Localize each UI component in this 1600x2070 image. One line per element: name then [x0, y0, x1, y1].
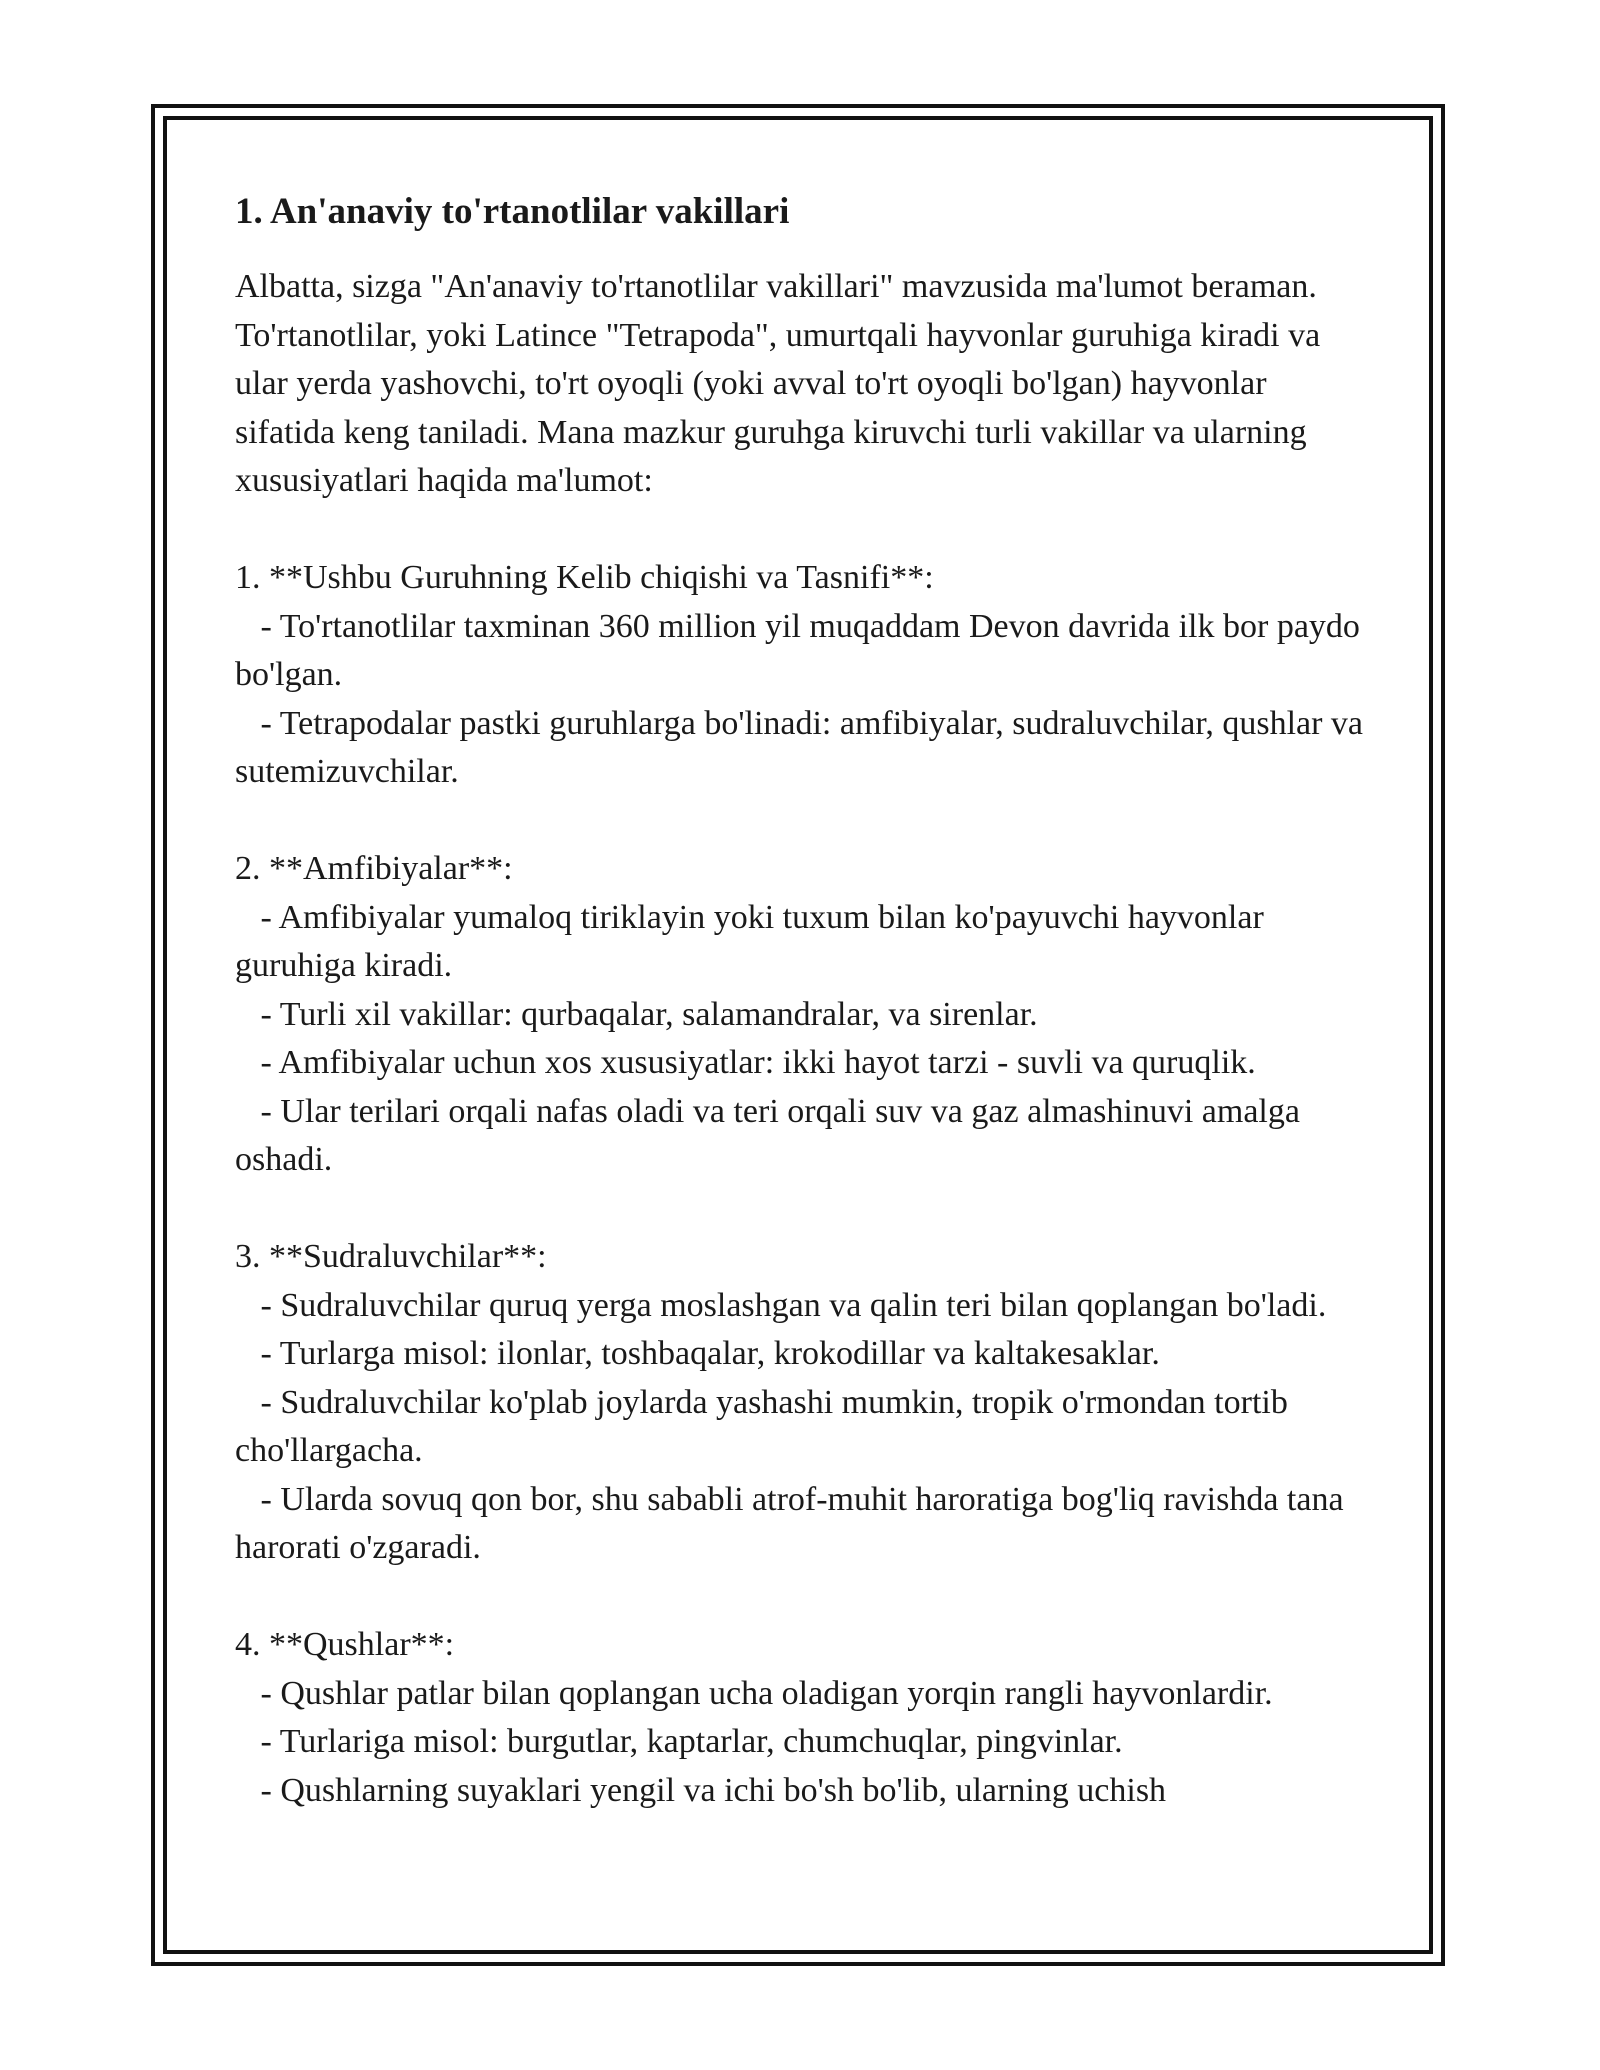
section-heading: 3. **Sudraluvchilar**: [235, 1238, 547, 1275]
list-item: - Sudraluvchilar ko'plab joylarda yashashi mumkin, tropik o'rmondan tortib cho'llargacha. [235, 1383, 1297, 1469]
list-item: - Turlariga misol: burgutlar, kaptarlar, chumchuqlar, pingvinlar. [260, 1723, 1123, 1760]
section-amphibians [235, 845, 1375, 1185]
section-heading: 2. **Amfibiyalar**: [235, 850, 513, 887]
section-heading: 4. **Qushlar**: [235, 1626, 455, 1663]
list-item: - Qushlar patlar bilan qoplangan ucha oladigan yorqin rangli hayvonlardir. [260, 1674, 1273, 1712]
section-heading: 1. **Ushbu Guruhning Kelib chiqishi va Tasnifi**: [235, 559, 934, 596]
list-item: - Turli xil vakillar: qurbaqalar, salamandralar, va sirenlar. [260, 995, 1038, 1033]
list-item: - Amfibiyalar yumaloq tiriklayin yoki tuxum bilan ko'payuvchi hayvonlar guruhiga kiradi. [235, 898, 1273, 984]
section-reptiles [235, 1233, 1375, 1573]
intro-paragraph: Albatta, sizga "An'anaviy to'rtanotlilar vakillari" mavzusida ma'lumot beraman. To'rtanotlilar, yoki Latince "Tetrapoda", umurtqali hayvonlar guruhiga kiradi va ular yerda yashovchi, to'rt oyoqli (yoki avval to'rt oyoqli bo'lgan) hayvonlar sifatida keng taniladi. Mana mazkur guruhga kiruvchi turli vakillar va ularning xususiyatlari haqida ma'lumot: [235, 268, 1321, 499]
section-origin [235, 554, 1375, 797]
document-body [235, 188, 1375, 1815]
list-item: - Amfibiyalar uchun xos xususiyatlar: ikki hayot tarzi - suvli va quruqlik. [260, 1044, 1256, 1081]
list-item: - Ular terilari orqali nafas oladi va teri orqali suv va gaz almashinuvi amalga oshadi. [235, 1092, 1309, 1178]
list-item: - Sudraluvchilar quruq yerga moslashgan va qalin teri bilan qoplangan bo'ladi. [260, 1286, 1327, 1324]
section-birds [235, 1621, 1375, 1815]
list-item: - Turlarga misol: ilonlar, toshbaqalar, krokodillar va kaltakesaklar. [260, 1335, 1160, 1372]
list-item: - Tetrapodalar pastki guruhlarga bo'linadi: amfibiyalar, sudraluvchilar, qushlar va sutemizuvchilar. [235, 704, 1372, 790]
document-title: 1. An'anaviy to'rtanotlilar vakillari [235, 191, 790, 232]
list-item: - To'rtanotlilar taxminan 360 million yil muqaddam Devon davrida ilk bor paydo bo'lgan. [235, 607, 1369, 693]
list-item: - Ularda sovuq qon bor, shu sababli atrof-muhit haroratiga bog'liq ravishda tana harorati o'zgaradi. [235, 1480, 1353, 1566]
list-item: - Qushlarning suyaklari yengil va ichi bo'sh bo'lib, ularning uchish [260, 1771, 1167, 1809]
